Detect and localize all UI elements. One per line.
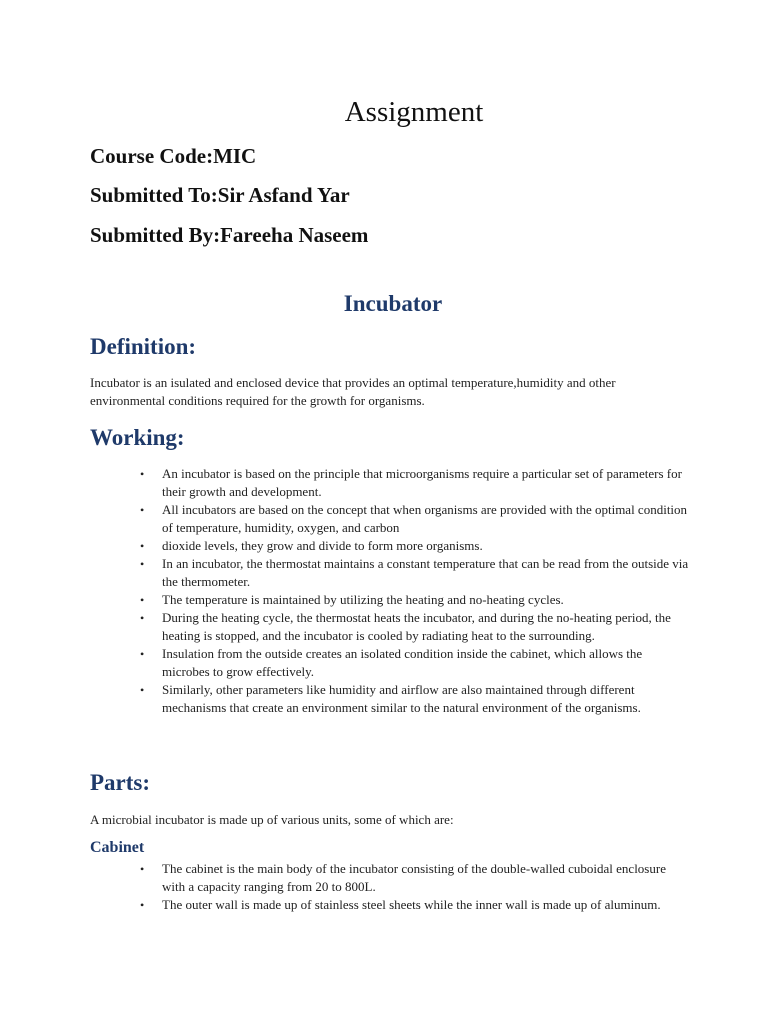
definition-text: Incubator is an isulated and enclosed device that provides an optimal temperature,humidity and other environmental conditions required for the growth for organisms. <box>90 375 616 408</box>
document-title: Assignment <box>344 96 484 128</box>
bullet-icon: • <box>140 683 145 697</box>
list-item-text: During the heating cycle, the thermostat heats the incubator, and during the no-heating period, the heating is stopped, and the incubator is cooled by radiating heat to the surrounding. <box>162 610 671 643</box>
bullet-icon: • <box>140 503 145 517</box>
list-item <box>90 465 690 501</box>
list-item-text: The temperature is maintained by utilizing the heating and no-heating cycles. <box>162 592 564 607</box>
list-item-text: In an incubator, the thermostat maintains a constant temperature that can be read from the outside via the thermometer. <box>162 556 689 589</box>
bullet-icon: • <box>140 611 145 625</box>
list-item <box>90 591 690 609</box>
bullet-icon: • <box>140 557 145 571</box>
list-item-text: Insulation from the outside creates an isolated condition inside the cabinet, which allows the microbes to grow effectively. <box>162 646 643 679</box>
submitted-to: Submitted To:Sir Asfand Yar <box>90 183 350 207</box>
bullet-icon: • <box>140 593 145 607</box>
list-item <box>90 896 690 914</box>
cabinet-heading: Cabinet <box>90 839 145 856</box>
bullet-icon: • <box>140 862 145 876</box>
cabinet-list <box>90 860 690 914</box>
course-code: Course Code:MIC <box>90 144 257 168</box>
list-item <box>90 555 690 591</box>
subject-heading: Incubator <box>343 291 443 316</box>
list-item-text: The cabinet is the main body of the incubator consisting of the double-walled cuboidal enclosure with a capacity ranging from 20 to 800L. <box>162 861 666 894</box>
working-heading: Working: <box>90 425 185 450</box>
list-item-text: All incubators are based on the concept that when organisms are provided with the optimal condition of temperature, humidity, oxygen, and carbon <box>162 502 688 535</box>
list-item <box>90 537 690 555</box>
list-item-text: The outer wall is made up of stainless steel sheets while the inner wall is made up of aluminum. <box>162 897 661 912</box>
bullet-icon: • <box>140 647 145 661</box>
definition-heading: Definition: <box>90 334 197 359</box>
list-item <box>90 645 690 681</box>
parts-intro: A microbial incubator is made up of various units, some of which are: <box>90 812 454 827</box>
submitted-by: Submitted By:Fareeha Naseem <box>90 223 369 247</box>
parts-heading: Parts: <box>90 770 151 795</box>
bullet-icon: • <box>140 898 145 912</box>
list-item-text: Similarly, other parameters like humidity and airflow are also maintained through different mechanisms that create an environment similar to the natural environment of the organisms. <box>162 682 641 715</box>
list-item <box>90 860 690 896</box>
bullet-icon: • <box>140 539 145 553</box>
list-item-text: dioxide levels, they grow and divide to form more organisms. <box>162 538 483 553</box>
list-item <box>90 681 690 717</box>
list-item <box>90 609 690 645</box>
working-list <box>90 465 690 717</box>
list-item <box>90 501 690 537</box>
list-item-text: An incubator is based on the principle that microorganisms require a particular set of parameters for their growth and development. <box>162 466 682 499</box>
bullet-icon: • <box>140 467 145 481</box>
